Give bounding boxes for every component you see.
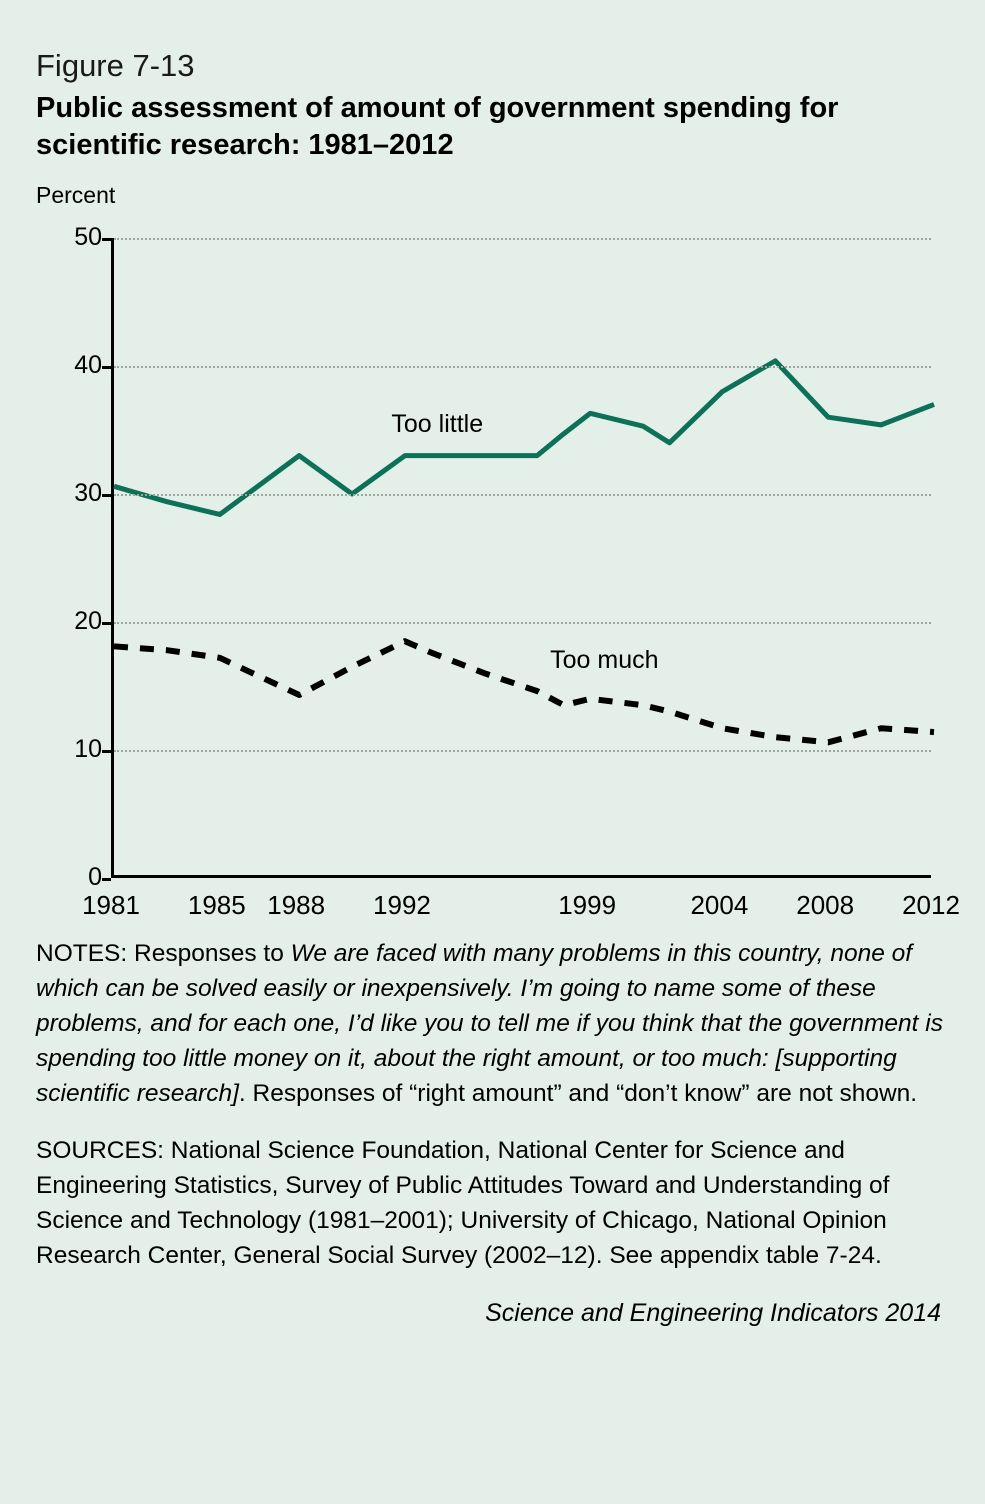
x-axis-tick-label: 1992 [373,890,431,920]
series-annotation-label: Too little [391,409,484,438]
series-lines [114,238,934,878]
x-axis-tick-label: 1999 [558,890,617,920]
publication-credit: Science and Engineering Indicators 2014 [485,1299,941,1327]
y-axis-tick-label: 10 [74,735,102,763]
plot-area [111,238,931,878]
gridline [114,238,931,240]
x-axis-tick-label: 2004 [690,890,749,920]
y-axis-tick-label: 50 [74,223,102,251]
y-axis-tick-label: 30 [74,479,102,507]
x-axis [82,878,960,928]
x-axis-tick-label: 2008 [796,890,855,920]
gridline [114,622,931,624]
y-axis-tick-label: 0 [88,863,102,891]
y-axis-unit-label: Percent [36,182,116,208]
x-axis-tick-label: 1981 [82,890,140,920]
y-axis-tick-mark [102,622,111,625]
y-axis-tick-label: 40 [74,351,102,379]
y-axis-tick-mark [102,878,111,881]
y-axis-tick-mark [102,238,111,241]
notes-question-text: We are faced with many problems in this country, none of which can be solved easily or inexpensively. I’m going to name some of these problems, and for each one, I’d like you to tell me if you think that the government is spending too little money on it, about the right amount, or too much: [supporting scientific research] [36,940,943,1107]
figure-number: Figure 7-13 [36,48,195,83]
x-axis-tick-label: 1988 [267,890,326,920]
gridline [114,494,931,496]
y-axis-tick-mark [102,750,111,753]
gridline [114,750,931,752]
y-axis-tick-label: 20 [74,607,102,635]
notes-block [36,936,945,1111]
y-axis-tick-mark [102,366,111,369]
y-axis-tick-mark [102,494,111,497]
sources-block: SOURCES: National Science Foundation, National Center for Science and Engineering Statistics, Survey of Public Attitudes Toward and Understanding of Science and Technology (1981–2001); University of Chicago, National Opinion Research Center, General Social Survey (2002–12). See appendix table 7-24. [36,1137,890,1269]
x-axis-tick-label: 1985 [187,890,246,920]
series-line [114,641,934,742]
gridline [114,366,931,368]
y-axis [36,223,102,891]
notes-suffix: . Responses of “right amount” and “don’t know” are not shown. [238,1080,918,1107]
series-annotation-label: Too much [550,646,659,675]
x-axis-tick-label: 2012 [902,890,960,920]
notes-prefix: NOTES: Responses to [36,940,291,967]
figure-title: Public assessment of amount of government spending for scientific research: 1981–2012 [36,92,839,161]
series-line [114,361,934,515]
chart [36,218,960,920]
